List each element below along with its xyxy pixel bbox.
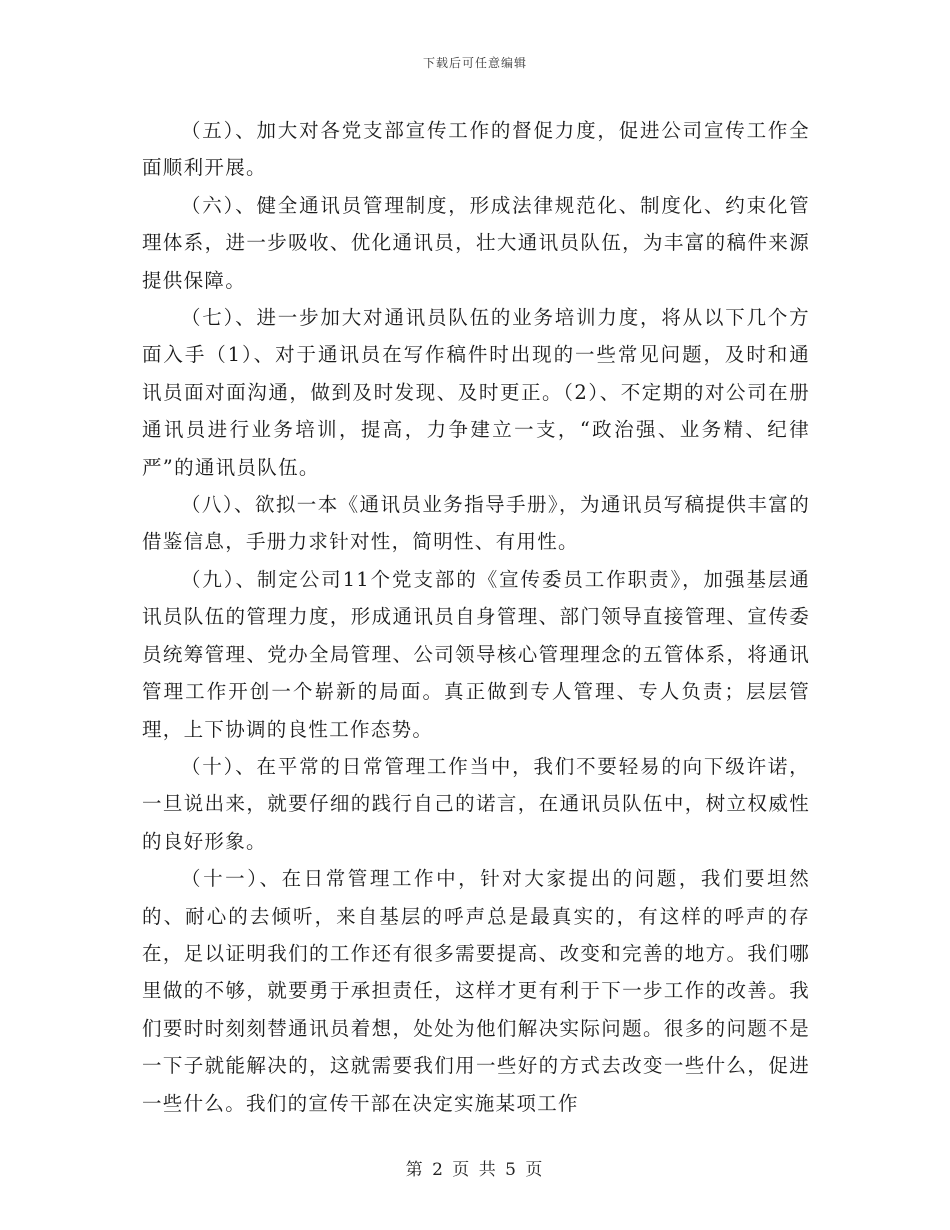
page-header: 下载后可任意编辑 bbox=[422, 56, 527, 70]
paragraph-9: （九）、制定公司11个党支部的《宣传委员工作职责》，加强基层通讯员队伍的管理力度，形成通讯员自身管理、部门领导直接管理、宣传委员统筹管理、党办全局管理、公司领导核心管理理念的五管体系，将通讯管理工作开创一个崭新的局面。真正做到专人管理、专人负责；层层管理，上下协调的良性工作态势。 bbox=[142, 567, 810, 741]
paragraph-8: （八）、欲拟一本《通讯员业务指导手册》，为通讯员写稿提供丰富的借鉴信息，手册力求针对性，简明性、有用性。 bbox=[142, 493, 810, 554]
paragraph-11: （十一）、在日常管理工作中，针对大家提出的问题，我们要坦然的、耐心的去倾听，来自基层的呼声总是最真实的，有这样的呼声的存在，足以证明我们的工作还有很多需要提高、改变和完善的地方。我们哪里做的不够，就要勇于承担责任，这样才更有利于下一步工作的改善。我们要时时刻刻替通讯员着想，处处为他们解决实际问题。很多的问题不是一下子就能解决的，这就需要我们用一些好的方式去改变一些什么，促进一些什么。我们的宣传干部在决定实施某项工作 bbox=[142, 867, 810, 1115]
paragraph-5: （五）、加大对各党支部宣传工作的督促力度，促进公司宣传工作全面顺利开展。 bbox=[142, 119, 810, 180]
document-body bbox=[142, 112, 810, 1122]
paragraph-10: （十）、在平常的日常管理工作当中，我们不要轻易的向下级许诺，一旦说出来，就要仔细的践行自己的诺言，在通讯员队伍中，树立权威性的良好形象。 bbox=[142, 754, 810, 853]
paragraph-6: （六）、健全通讯员管理制度，形成法律规范化、制度化、约束化管理体系，进一步吸收、优化通讯员，壮大通讯员队伍，为丰富的稿件来源提供保障。 bbox=[142, 193, 810, 292]
page-number-footer: 第 2 页 共 5 页 bbox=[405, 1160, 545, 1180]
paragraph-7: （七）、进一步加大对通讯员队伍的业务培训力度，将从以下几个方面入手（1）、对于通讯员在写作稿件时出现的一些常见问题，及时和通讯员面对面沟通，做到及时发现、及时更正。（2）、不定期的对公司在册通讯员进行业务培训，提高，力争建立一支，“政治强、业务精、纪律严”的通讯员队伍。 bbox=[142, 306, 810, 479]
